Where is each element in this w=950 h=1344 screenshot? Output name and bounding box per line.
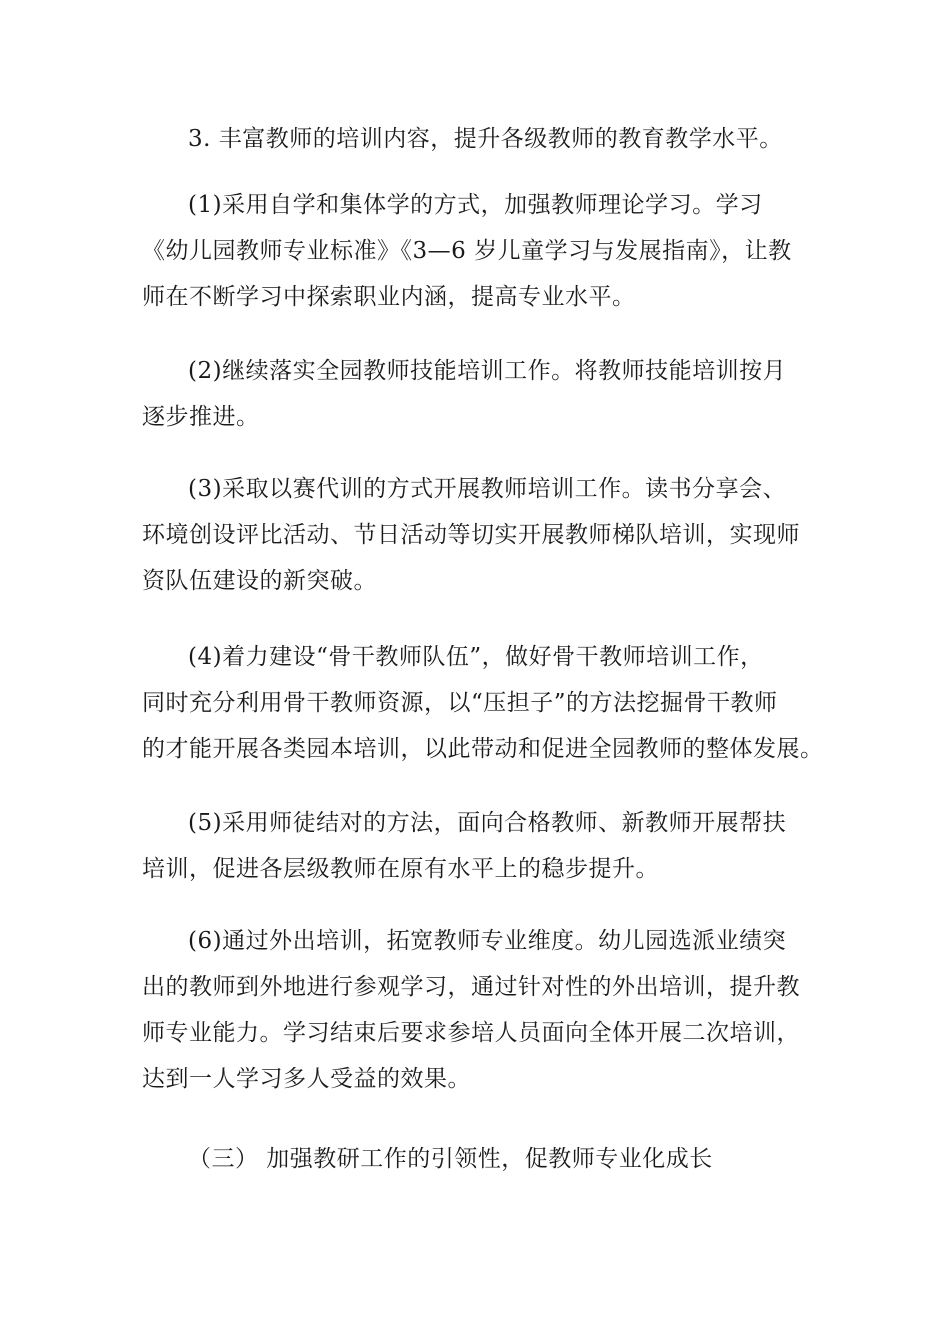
text-line: 达到一人学习多人受益的效果。 xyxy=(142,1066,471,1092)
paragraph-training-content xyxy=(142,116,822,162)
paragraph-external-training xyxy=(142,918,822,1102)
text-line: (6)通过外出培训，拓宽教师专业维度。幼儿园选派业绩突 xyxy=(188,928,787,954)
text-line: 环境创设评比活动、节日活动等切实开展教师梯队培训，实现师 xyxy=(142,522,800,548)
paragraph-self-study xyxy=(142,182,822,320)
paragraph-mentorship xyxy=(142,800,822,892)
text-line: (2)继续落实全园教师技能培训工作。将教师技能培训按月 xyxy=(188,358,787,384)
text-line: 《幼儿园教师专业标准》《3—6 岁儿童学习与发展指南》，让教 xyxy=(142,238,792,264)
text-line: (1)采用自学和集体学的方式，加强教师理论学习。学习 xyxy=(188,192,763,218)
text-line: 3. 丰富教师的培训内容，提升各级教师的教育教学水平。 xyxy=(188,126,783,152)
text-line: 师在不断学习中探索职业内涵，提高专业水平。 xyxy=(142,284,636,310)
text-line: 师专业能力。学习结束后要求参培人员面向全体开展二次培训， xyxy=(142,1020,800,1046)
text-line: 出的教师到外地进行参观学习，通过针对性的外出培训，提升教 xyxy=(142,974,800,1000)
text-line: 资队伍建设的新突破。 xyxy=(142,568,377,594)
text-line: (3)采取以赛代训的方式开展教师培训工作。读书分享会、 xyxy=(188,476,787,502)
text-line: （三） 加强教研工作的引领性，促教师专业化成长 xyxy=(188,1146,713,1172)
text-line: 培训，促进各层级教师在原有水平上的稳步提升。 xyxy=(142,856,659,882)
text-line: 同时充分利用骨干教师资源，以“压担子”的方法挖掘骨干教师 xyxy=(142,690,778,716)
text-line: 逐步推进。 xyxy=(142,404,260,430)
paragraph-skill-training xyxy=(142,348,822,440)
paragraph-key-teachers xyxy=(142,634,822,772)
text-line: (5)采用师徒结对的方法，面向合格教师、新教师开展帮扶 xyxy=(188,810,787,836)
text-line: 的才能开展各类园本培训，以此带动和促进全园教师的整体发展。 xyxy=(142,736,824,762)
text-line: (4)着力建设“骨干教师队伍”，做好骨干教师培训工作， xyxy=(188,644,764,670)
paragraph-competition-training xyxy=(142,466,822,604)
section-heading-teaching-research xyxy=(142,1136,822,1182)
